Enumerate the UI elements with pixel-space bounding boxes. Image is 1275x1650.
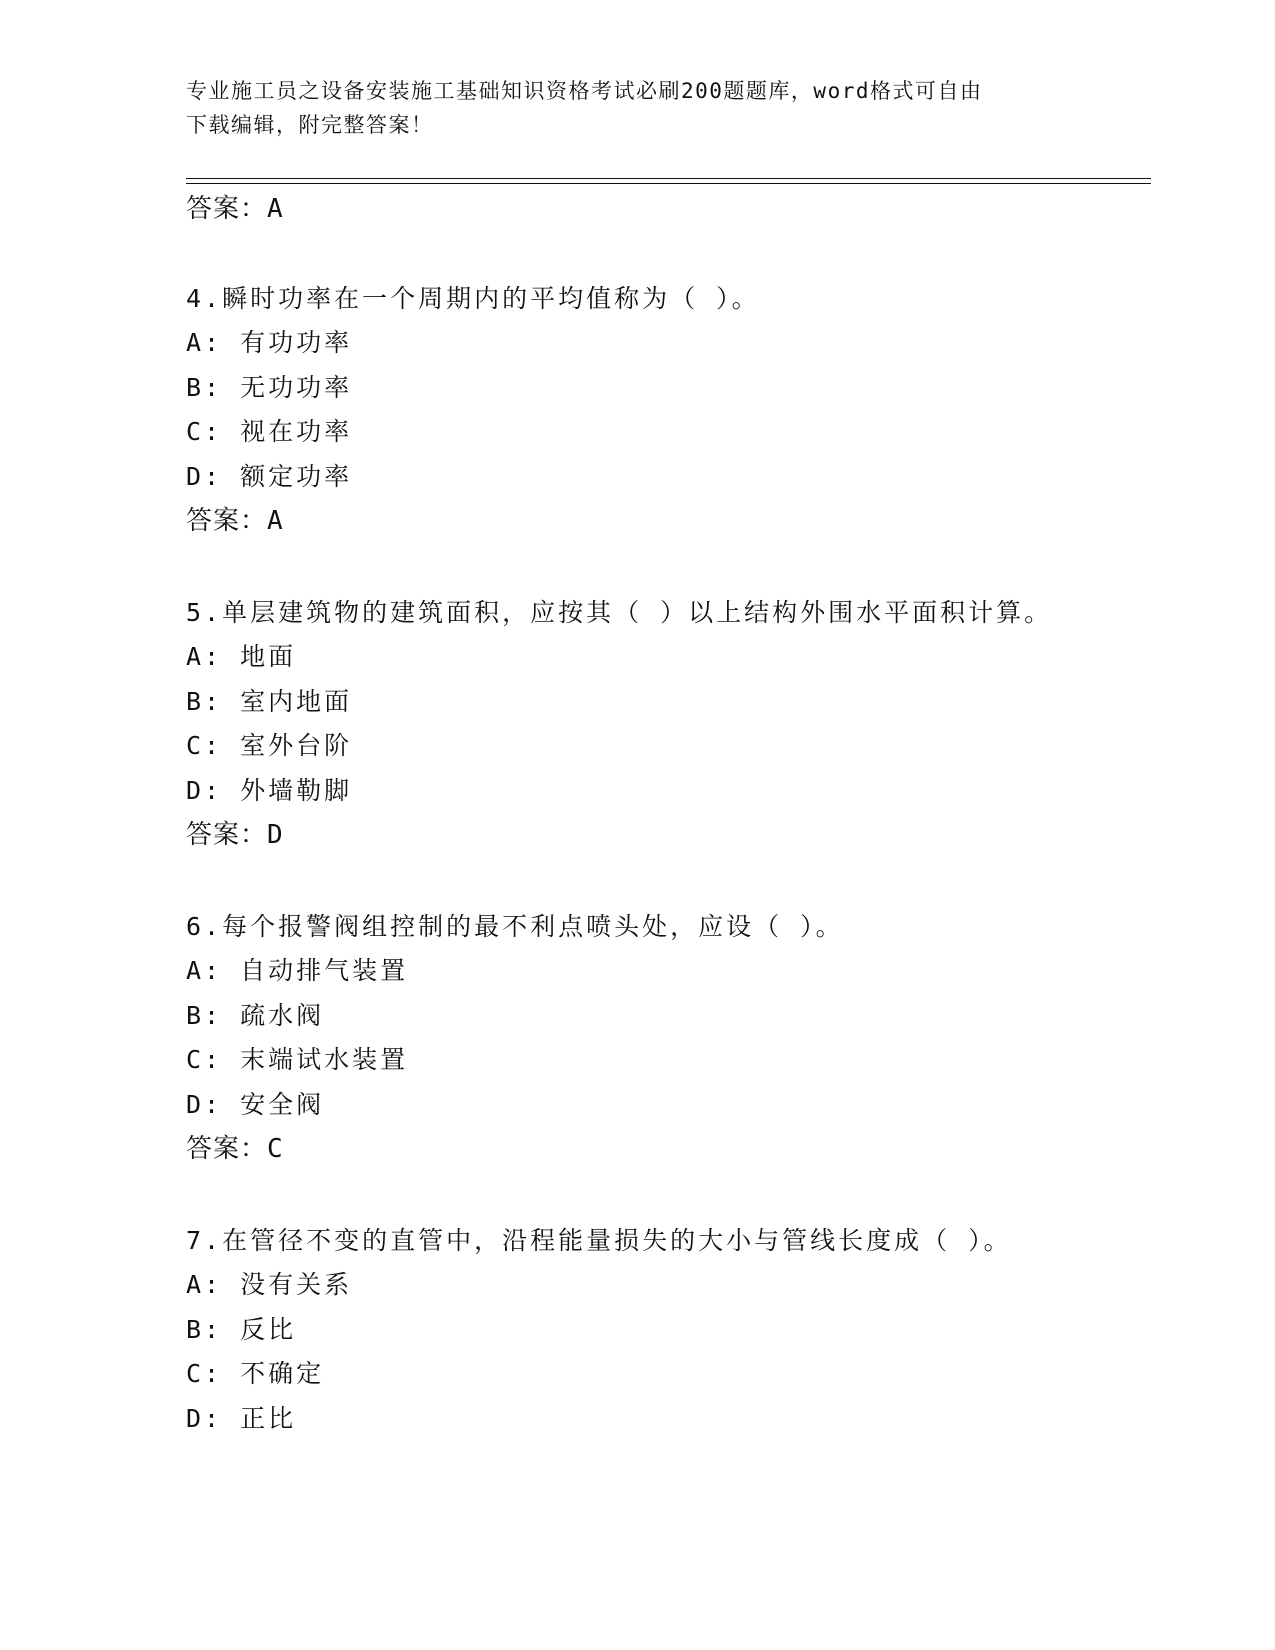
option-c: C: 视在功率 (186, 417, 353, 446)
option-d: D: 正比 (186, 1404, 297, 1433)
option-b: B: 疏水阀 (186, 1001, 325, 1030)
answer: 答案：C (186, 1134, 284, 1164)
option-b: B: 室内地面 (186, 687, 353, 716)
question-stem: 5.单层建筑物的建筑面积，应按其（ ）以上结构外围水平面积计算。 (186, 598, 1053, 627)
option-a: A: 自动排气装置 (186, 956, 409, 985)
option-a: A: 有功功率 (186, 328, 353, 357)
header-line-2: 下载编辑，附完整答案！ (186, 113, 434, 137)
header-divider-bottom (186, 183, 1151, 184)
previous-answer: 答案：A (186, 194, 284, 224)
option-c: C: 室外台阶 (186, 731, 353, 760)
option-d: D: 额定功率 (186, 462, 353, 491)
option-a: A: 地面 (186, 642, 297, 671)
question-stem: 6.每个报警阀组控制的最不利点喷头处，应设（ ）。 (186, 912, 844, 941)
header-divider-top (186, 178, 1151, 179)
option-a: A: 没有关系 (186, 1270, 353, 1299)
answer: 答案：D (186, 820, 284, 850)
question-stem: 4.瞬时功率在一个周期内的平均值称为（ ）。 (186, 284, 760, 313)
option-d: D: 外墙勒脚 (186, 776, 353, 805)
question-stem: 7.在管径不变的直管中，沿程能量损失的大小与管线长度成（ ）。 (186, 1226, 1012, 1255)
answer: 答案：A (186, 506, 284, 536)
document-header (186, 74, 1066, 142)
option-d: D: 安全阀 (186, 1090, 325, 1119)
option-c: C: 不确定 (186, 1359, 325, 1388)
option-c: C: 末端试水装置 (186, 1045, 409, 1074)
header-line-1: 专业施工员之设备安装施工基础知识资格考试必刷200题题库，word格式可自由 (186, 79, 983, 103)
option-b: B: 无功功率 (186, 373, 353, 402)
option-b: B: 反比 (186, 1315, 297, 1344)
